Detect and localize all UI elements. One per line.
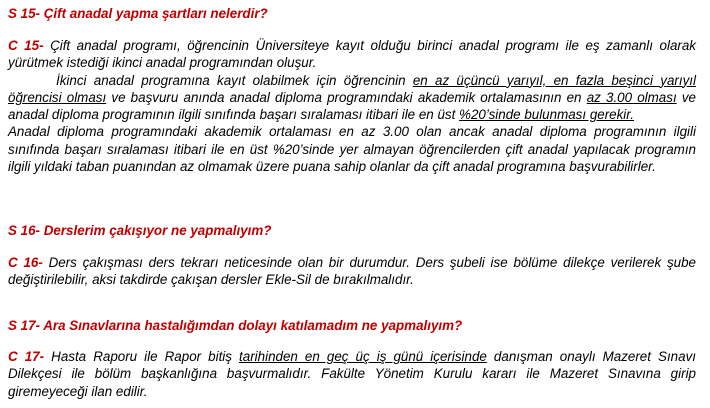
answer-15-p2-underline-semester: en az üçüncü yarıyıl, en fazla beşinci yarıyıl öğrencisi olması xyxy=(8,72,696,105)
answer-15-paragraph-3: Anadal diploma programındaki akademik ortalaması en az 3.00 olan ancak anadal diploma programının ilgili sınıfında başarı sıralaması itibari ile en üst %20’sinde yer almayan öğrencilerden çift anadal yapılacak programın ilgili yıldaki taban puanından az olmamak üzere puana sahip olanlar da çift anadal programına başvurabilirler. xyxy=(8,124,696,175)
answer-17-tag: C 17- xyxy=(8,349,45,364)
answer-15-p2-underline-rank: %20’sinde bulunması gerekir. xyxy=(459,107,634,123)
answer-17-block xyxy=(8,348,696,400)
answer-15-p2-text-b: ve başvuru anında anadal diploma programındaki akademik ortalamasının en xyxy=(106,89,587,105)
answer-17-text-b: danışman onaylı Mazeret Sınavı Dilekçesi ile bölüm başkanlığına başvurmalıdır. Fakülte Yönetim Kurulu kararı ile Mazeret Sınavına girip giremeyeceği ilan edilir. xyxy=(8,349,696,399)
answer-15-paragraph-2 xyxy=(8,72,696,124)
question-17-heading: S 17- Ara Sınavlarına hastalığımdan dolayı katılamadım ne yapmalıyım? xyxy=(8,318,463,333)
answer-15-p2-text-a: İkinci anadal programına kayıt olabilmek için öğrencinin xyxy=(56,72,413,88)
answer-17-underline-deadline: tarihinden en geç üç iş günü içerisinde xyxy=(239,349,487,364)
answer-16-text: Ders çakışması ders tekrarı neticesinde olan bir durumdur. Ders şubeli ise bölüme dilekçe verilerek şube değiştirilebilir, aksi takdirde çakışan dersler Ekle-Sil de bırakılmalıdır. xyxy=(8,255,696,288)
answer-15-p2-underline-gpa: az 3.00 olması xyxy=(586,89,677,105)
answer-16-tag: C 16- xyxy=(8,255,43,270)
answer-15-paragraph-1: Çift anadal programı, öğrencinin Üniversiteye kayıt olduğu birinci anadal programı ile eş zamanlı olarak yürütmek istediği ikinci anadal programından oluşur. xyxy=(8,38,696,71)
answer-17-text-a: Hasta Raporu ile Rapor bitiş xyxy=(44,349,240,364)
answer-16-block xyxy=(8,254,696,289)
answer-15-tag: C 15- xyxy=(8,38,44,53)
answer-15-block xyxy=(8,37,696,175)
question-16-heading: S 16- Derslerim çakışıyor ne yapmalıyım? xyxy=(8,223,272,238)
question-15-heading: S 15- Çift anadal yapma şartları nelerdir? xyxy=(8,6,268,21)
answer-15-p2-text-c: ve anadal diploma programının ilgili sınıfında başarı sıralaması itibari ile en üst xyxy=(8,89,697,123)
